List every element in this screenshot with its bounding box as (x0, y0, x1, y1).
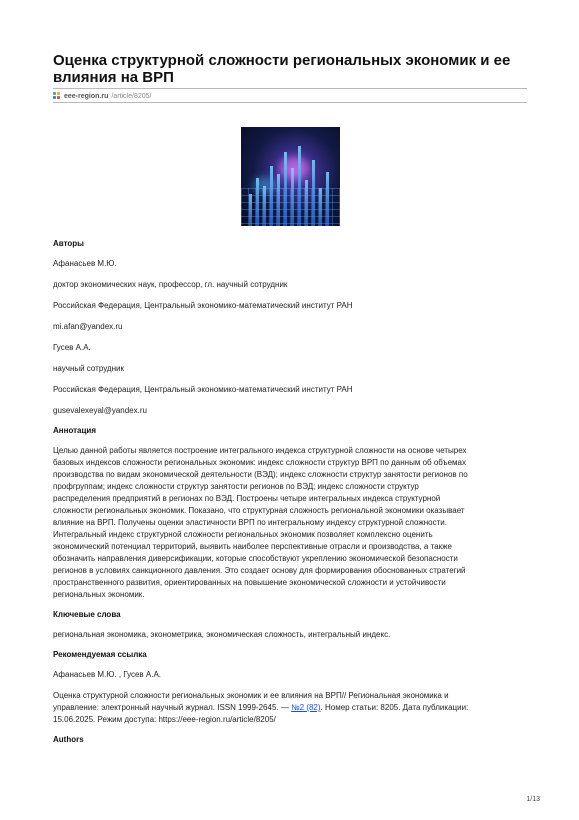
site-favicon-icon (53, 92, 61, 100)
author-1-name: Афанасьев М.Ю. (53, 259, 117, 268)
abstract-line: сложности региональных экономик. Показано, что структурная сложность региональной экономики оказывает (53, 506, 465, 515)
abstract-line: региональных экономик. (53, 590, 145, 599)
keywords-heading: Ключевые слова (53, 610, 121, 619)
author-1-email[interactable]: mi.afan@yandex.ru (53, 322, 123, 331)
abstract-heading: Аннотация (53, 426, 96, 435)
abstract-line: распределения предприятий в регионах по ВЭД. Построены четыре интегральных индекса структурной (53, 494, 441, 503)
author-1-affiliation: Российская Федерация, Центральный экономико-математический институт РАН (53, 301, 353, 310)
author-2-name: Гусев А.А. (53, 343, 91, 352)
abstract-line: пространственного развития, ориентированных на повышение экономической сложности и устойчивости (53, 578, 446, 587)
citation-line-text: управление: электронный научный журнал. ISSN 1999-2645. — (53, 703, 292, 712)
abstract-line: регионов в условиях санкционного давления. Это создает основу для формирования обоснованных стратегий (53, 566, 466, 575)
author-2-email[interactable]: gusevalexeyal@yandex.ru (53, 406, 147, 415)
source-domain[interactable]: eee-region.ru (64, 92, 109, 100)
abstract-line: профгруппам; индекс сложности структур занятости регионов по ВЭД; индекс сложности структур (53, 482, 419, 491)
citation-line: Оценка структурной сложности региональных экономик и ее влияния на ВРП// Региональная экономика и (53, 691, 449, 700)
abstract-line: Интегральный индекс структурной сложности региональных экономик позволяет комплексно оценить (53, 530, 433, 539)
source-url[interactable] (53, 92, 151, 100)
cover-image (241, 127, 340, 226)
authors-en-heading: Authors (53, 735, 84, 744)
article-title: Оценка структурной сложности региональных экономик и ее влияния на ВРП (53, 52, 511, 86)
citation-line-text: . Номер статьи: 8205. Дата публикации: (320, 703, 469, 712)
citation-authors: Афанасьев М.Ю. , Гусев А.А. (53, 670, 162, 679)
abstract-line: базовых индексов сложности региональных экономик: индекс сложности структур ВРП по данным об объемах (53, 458, 466, 467)
authors-heading: Авторы (53, 239, 85, 248)
page-number: 1/13 (526, 796, 540, 803)
keywords-text: региональная экономика, эконометрика, экономическая сложность, интегральный индекс. (53, 630, 391, 639)
citation-line: 15.06.2025. Режим доступа: https://eee-region.ru/article/8205/ (53, 715, 276, 724)
citation-heading: Рекомендуемая ссылка (53, 650, 147, 659)
abstract-line: влияние на ВРП. Получены оценки эластичности ВРП по интегральному индексу структурной сложности. (53, 518, 447, 527)
author-1-degree: доктор экономических наук, профессор, гл. научный сотрудник (53, 280, 288, 289)
citation-line (53, 702, 527, 714)
article-body (53, 238, 527, 746)
title-divider (53, 88, 527, 89)
abstract-line: производства по видам экономической деятельности (ВЭД); индекс сложности структур занятости регионов по (53, 470, 468, 479)
source-divider (53, 102, 527, 103)
author-2-position: научный сотрудник (53, 364, 124, 373)
author-2-affiliation: Российская Федерация, Центральный экономико-математический институт РАН (53, 385, 353, 394)
issue-link[interactable]: №2 (82) (291, 703, 321, 712)
abstract-line: Целью данной работы является построение интегрального индекса структурной сложности на основе четырех (53, 446, 467, 455)
abstract-line: обозначить направления диверсификации, которые способствуют укреплению экономической безопасности (53, 554, 458, 563)
abstract-text (53, 445, 527, 601)
abstract-line: экономический потенциал территорий, выявить наиболее перспективные отрасли и производства, а также (53, 542, 452, 551)
source-path[interactable]: /article/8205/ (111, 92, 152, 100)
